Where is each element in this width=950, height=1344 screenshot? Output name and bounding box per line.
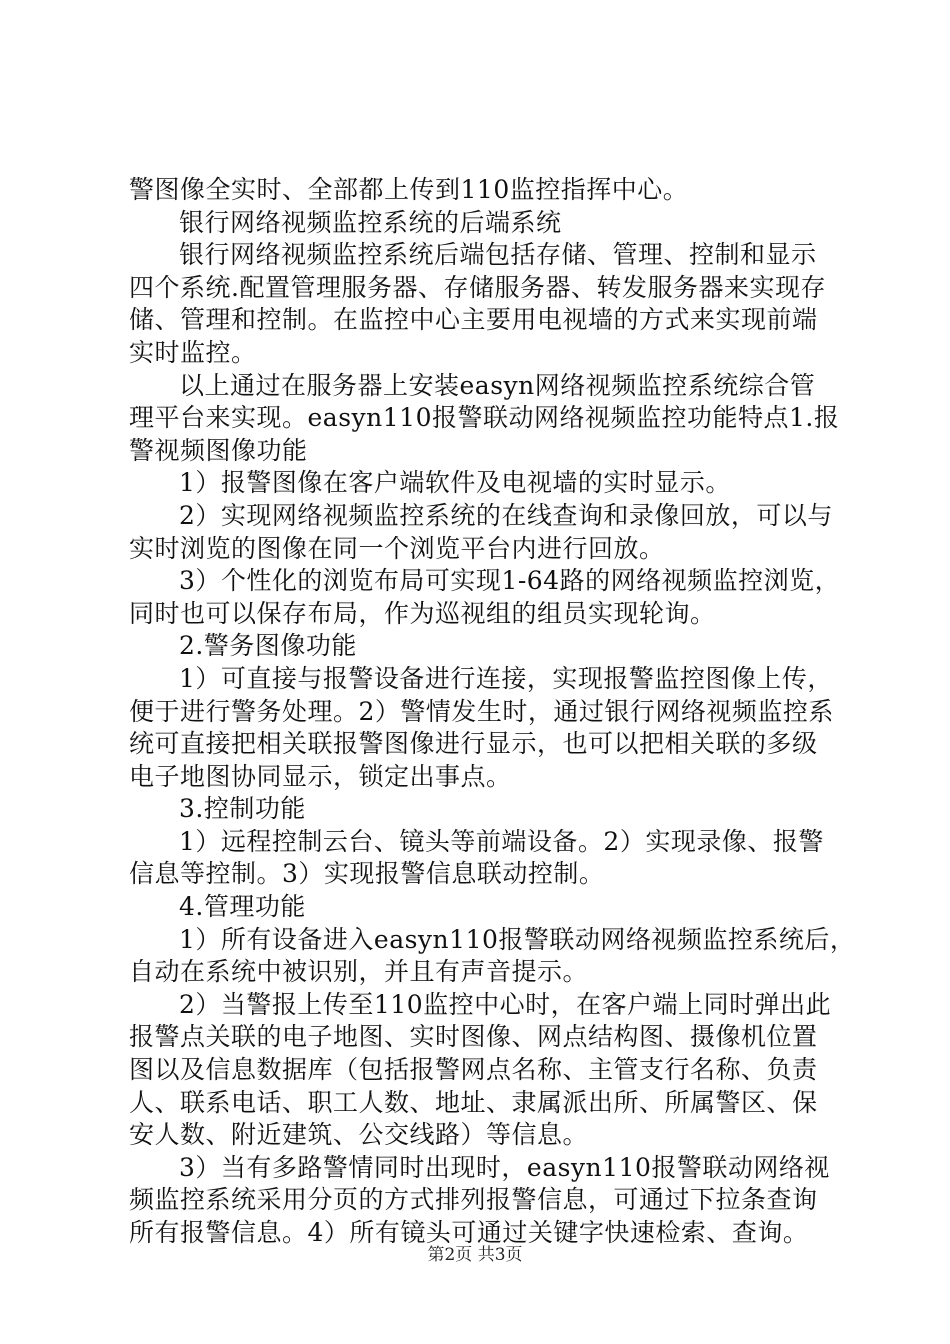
text-line: 四个系统.配置管理服务器、存储服务器、转发服务器来实现存 bbox=[129, 272, 826, 302]
text-line: 实时监控。 bbox=[129, 337, 257, 367]
document-body bbox=[129, 174, 856, 1250]
text-line: 同时也可以保存布局，作为巡视组的组员实现轮询。 bbox=[129, 598, 716, 628]
text-line: 信息等控制。3）实现报警信息联动控制。 bbox=[129, 859, 605, 889]
text-line: 频监控系统采用分页的方式排列报警信息，可通过下拉条查询 bbox=[129, 1185, 818, 1215]
text-line: 电子地图协同显示，锁定出事点。 bbox=[129, 761, 512, 791]
text-line: 统可直接把相关联报警图像进行显示，也可以把相关联的多级 bbox=[129, 729, 818, 759]
text-line: 所有报警信息。4）所有镜头可通过关键字快速检索、查询。 bbox=[129, 1218, 809, 1247]
text-line: 警图像全实时、全部都上传到110监控指挥中心。 bbox=[129, 175, 689, 204]
text-line: 1）报警图像在客户端软件及电视墙的实时显示。 bbox=[179, 468, 731, 498]
text-line: 报警点关联的电子地图、实时图像、网点结构图、摄像机位置 bbox=[129, 1022, 818, 1052]
text-line: 3）当有多路警情同时出现时，easyn110报警联动网络视 bbox=[179, 1152, 830, 1182]
text-line: 警视频图像功能 bbox=[129, 435, 308, 465]
text-line: 以上通过在服务器上安装easyn网络视频监控系统综合管 bbox=[179, 370, 816, 400]
text-line: 安人数、附近建筑、公交线路）等信息。 bbox=[129, 1120, 589, 1150]
text-line: 银行网络视频监控系统的后端系统 bbox=[179, 207, 562, 237]
text-line: 4.管理功能 bbox=[179, 892, 306, 922]
text-line: 1）所有设备进入easyn110报警联动网络视频监控系统后， bbox=[179, 924, 856, 954]
text-line: 1）可直接与报警设备进行连接，实现报警监控图像上传， bbox=[179, 663, 833, 693]
text-line: 实时浏览的图像在同一个浏览平台内进行回放。 bbox=[129, 533, 665, 563]
text-line: 自动在系统中被识别，并且有声音提示。 bbox=[129, 957, 589, 987]
text-line: 1）远程控制云台、镜头等前端设备。2）实现录像、报警 bbox=[179, 826, 824, 856]
text-line: 3.控制功能 bbox=[179, 794, 306, 824]
text-line: 2）实现网络视频监控系统的在线查询和录像回放，可以与 bbox=[179, 500, 833, 530]
page-number-footer: 第2页 共3页 bbox=[427, 1245, 523, 1265]
text-line: 储、管理和控制。在监控中心主要用电视墙的方式来实现前端 bbox=[129, 305, 818, 335]
text-line: 图以及信息数据库（包括报警网点名称、主管支行名称、负责 bbox=[129, 1055, 818, 1085]
text-line: 2.警务图像功能 bbox=[179, 631, 357, 661]
text-line: 人、联系电话、职工人数、地址、隶属派出所、所属警区、保 bbox=[129, 1087, 818, 1117]
text-line: 2）当警报上传至110监控中心时，在客户端上同时弹出此 bbox=[179, 989, 832, 1019]
text-line: 3）个性化的浏览布局可实现1-64路的网络视频监控浏览， bbox=[179, 566, 841, 596]
text-line: 银行网络视频监控系统后端包括存储、管理、控制和显示 bbox=[179, 240, 817, 270]
text-line: 理平台来实现。easyn110报警联动网络视频监控功能特点1.报 bbox=[129, 403, 840, 433]
text-line: 便于进行警务处理。2）警情发生时，通过银行网络视频监控系 bbox=[129, 696, 834, 726]
